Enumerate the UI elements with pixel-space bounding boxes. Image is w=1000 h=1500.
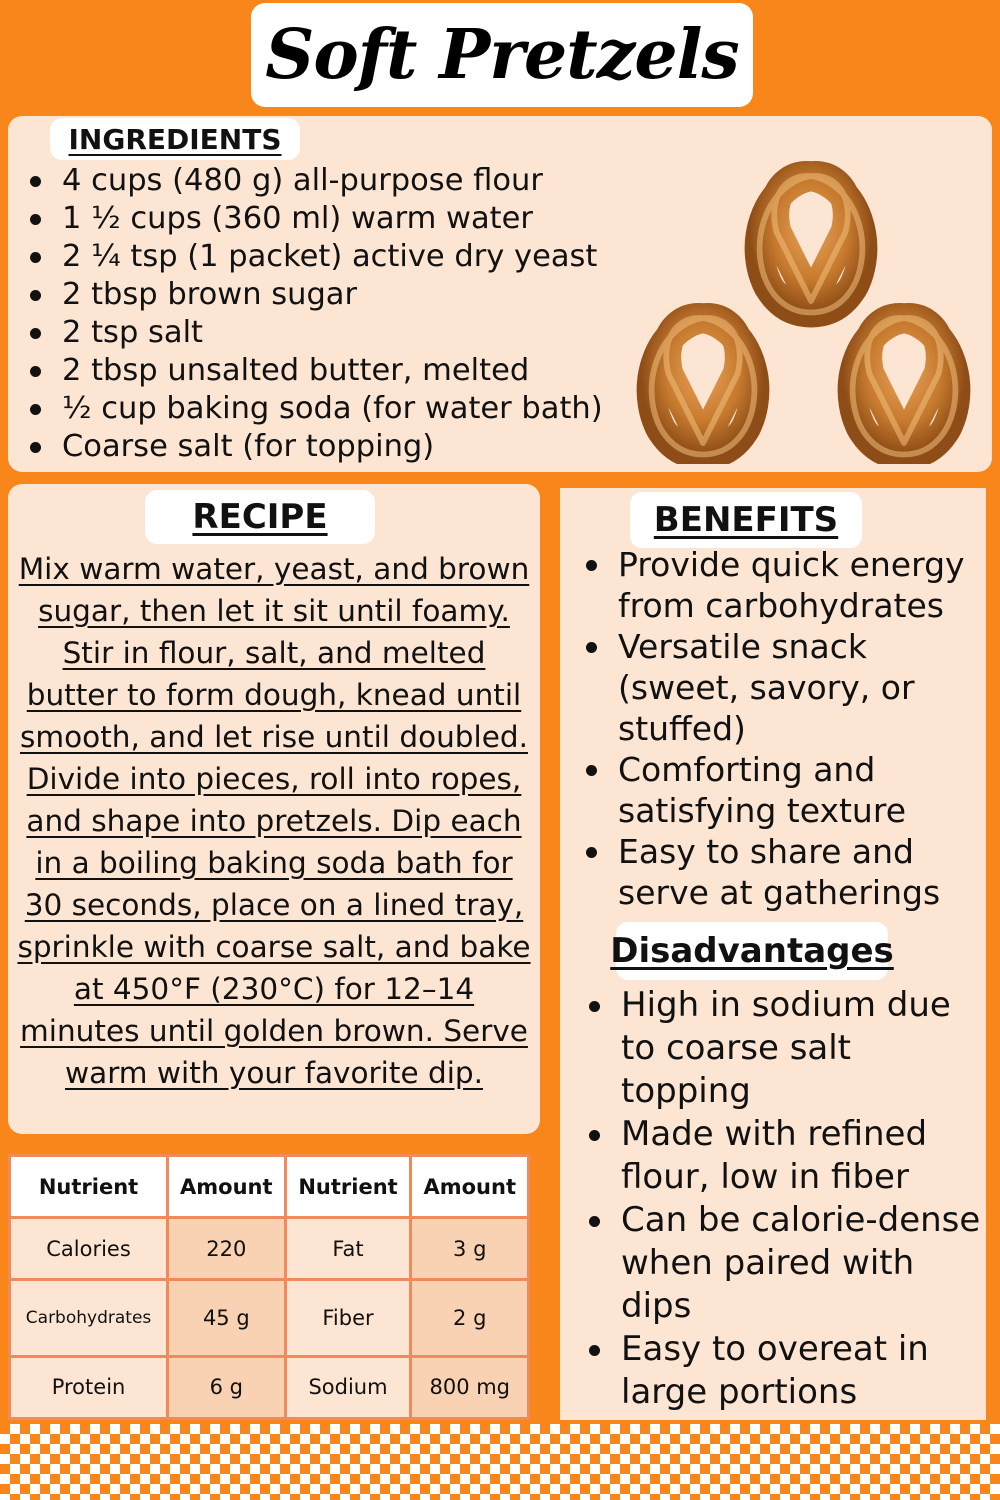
benefits-heading: BENEFITS [630,492,862,548]
ingredients-list [62,162,603,466]
benefits-list [618,544,978,913]
list-item: Can be calorie-dense when paired with dips [621,1200,981,1326]
list-item: 2 tbsp unsalted butter, melted [62,352,603,390]
list-item: 1 ½ cups (360 ml) warm water [62,200,603,238]
list-item: 2 tsp salt [62,314,603,352]
column-header: Amount [168,1156,286,1218]
recipe-instructions: Mix warm water, yeast, and brown sugar, then let it sit until foamy. Stir in flour, salt, and melted butter to form dough, knead until smooth, and let rise until doubled. Divide into pieces, roll into ropes, and shape into pretzels. Dip each in a boiling baking soda bath for 30 seconds, place on a lined tray, sprinkle with coarse salt, and bake at 450°F (230°C) for 12–14 minutes until golden brown. Serve warm with your favorite dip. [17,552,531,1090]
table-cell: Sodium [285,1356,411,1418]
list-item: 4 cups (480 g) all-purpose flour [62,162,603,200]
table-cell: Fiber [285,1280,411,1356]
benefits-panel [560,488,986,1420]
table-row [10,1218,529,1280]
list-item: 2 ¼ tsp (1 packet) active dry yeast [62,238,603,276]
list-item: Provide quick energy from carbohydrates [618,544,978,626]
table-row [10,1356,529,1418]
disadvantages-heading: Disadvantages [616,922,888,980]
list-item: High in sodium due to coarse salt topping [621,984,981,1113]
table-cell: Calories [10,1218,168,1280]
column-header: Amount [411,1156,529,1218]
list-item: Coarse salt (for topping) [62,428,603,466]
table-cell: Protein [10,1356,168,1418]
page-title: Soft Pretzels [265,15,739,95]
table-header-row [10,1156,529,1218]
ingredients-heading: INGREDIENTS [50,118,300,160]
title-banner [251,3,753,107]
list-item: Easy to overeat in large portions [621,1328,981,1414]
list-item: ½ cup baking soda (for water bath) [62,391,603,426]
disadvantages-list [621,984,981,1414]
list-item: Made with refined flour, low in fiber [621,1113,981,1199]
table-cell: 220 [168,1218,286,1280]
table-cell: 3 g [411,1218,529,1280]
recipe-panel [8,484,540,1134]
list-item: 2 tbsp brown sugar [62,276,603,314]
table-row [10,1280,529,1356]
table-cell: 45 g [168,1280,286,1356]
list-item: Easy to share and serve at gatherings [618,831,978,913]
checkered-border [0,1424,1000,1500]
table-cell: 800 mg [411,1356,529,1418]
ingredients-panel [8,116,992,472]
nutrition-table [8,1154,530,1420]
pretzels-illustration-icon [630,134,992,464]
table-cell: 2 g [411,1280,529,1356]
column-header: Nutrient [10,1156,168,1218]
recipe-heading: RECIPE [145,490,375,544]
table-cell: 6 g [168,1356,286,1418]
list-item: Versatile snack (sweet, savory, or stuffed) [618,626,978,749]
table-cell: Carbohydrates [10,1280,168,1356]
column-header: Nutrient [285,1156,411,1218]
list-item: Comforting and satisfying texture [618,749,978,831]
table-cell: Fat [285,1218,411,1280]
